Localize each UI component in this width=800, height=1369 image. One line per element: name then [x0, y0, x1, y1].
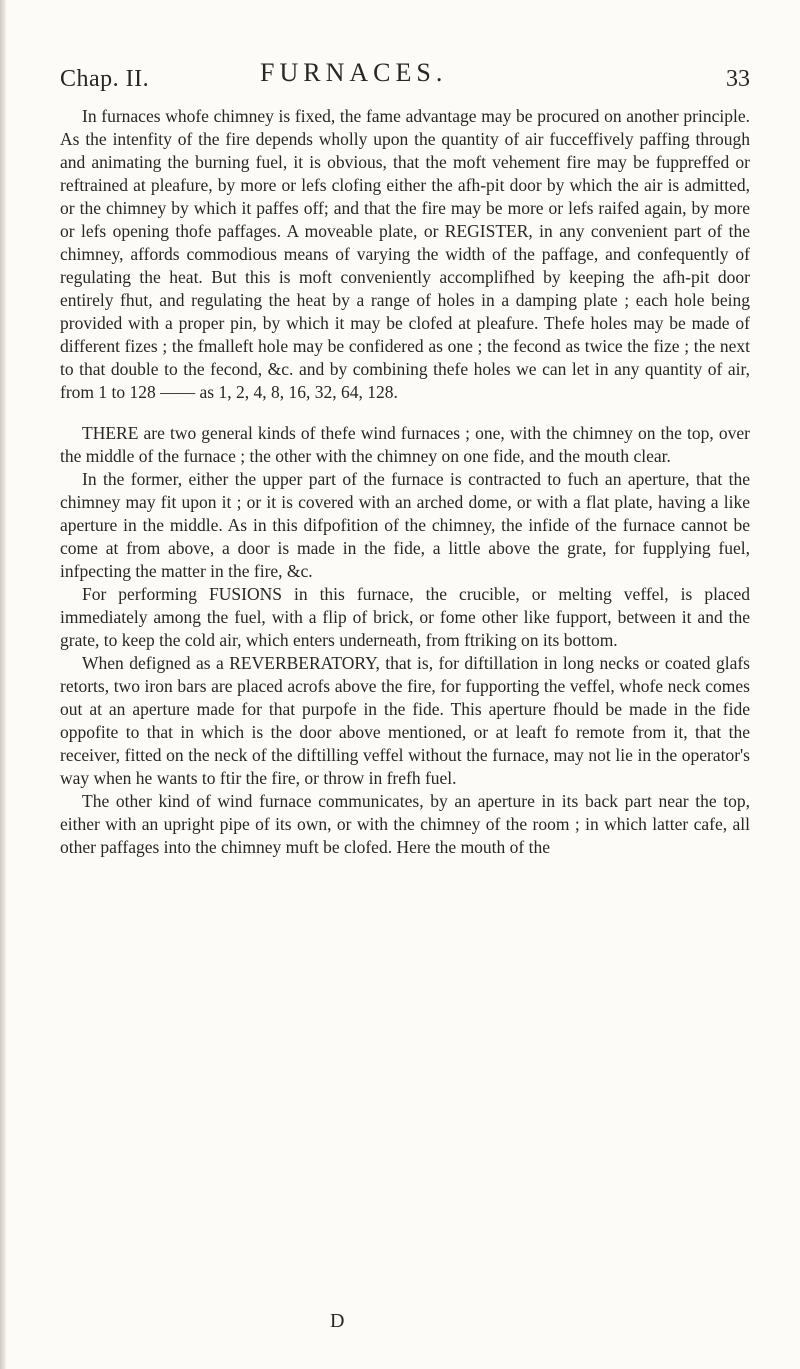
- chapter-label: Chap. II.: [60, 66, 150, 92]
- paragraph-reverberatory: When defigned as a REVERBERATORY, that is, for diftillation in long necks or coated glafs retorts, two iron bars are placed acrofs above the fire, for fupporting the veffel, whofe neck comes out at an aperture made for that purpofe in the fide. This aperture fhould be made in the fide oppofite to that in which is the door above mentioned, or at leaft fo remote from it, that the receiver, fitted on the neck of the diftilling veffel without the furnace, may not lie in the operator's way when he wants to ftir the fire, or throw in frefh fuel.: [60, 653, 750, 788]
- paragraph-former-kind: In the former, either the upper part of the furnace is contracted to fuch an aperture, that the chimney may fit upon it ; or it is covered with an arched dome, or with a flat plate, having a like aperture in the middle. As in this difpofition of the chimney, the infide of the furnace cannot be come at from above, a door is made in the fide, a little above the grate, for fupplying fuel, infpecting the matter in the fire, &c.: [60, 469, 750, 581]
- running-header: [60, 58, 750, 98]
- page-gutter-shadow: [0, 0, 6, 1369]
- paragraph-fusions: For performing FUSIONS in this furnace, the crucible, or melting veffel, is placed immediately among the fuel, with a flip of brick, or fome other like fupport, between it and the grate, to keep the cold air, which enters underneath, from ftriking on its bottom.: [60, 584, 750, 650]
- paragraph-two-kinds: THERE are two general kinds of thefe wind furnaces ; one, with the chimney on the top, over the middle of the furnace ; the other with the chimney on one fide, and the mouth clear.: [60, 423, 750, 466]
- paragraph-register: In furnaces whofe chimney is fixed, the fame advantage may be procured on another principle. As the intenfity of the fire depends wholly upon the quantity of air fucceffively paffing through and animating the burning fuel, it is obvious, that the moft vehement fire may be fuppreffed or reftrained at pleafure, by more or lefs clofing either the afh-pit door by which the air is admitted, or the chimney by which it paffes off; and that the fire may be more or lefs raifed again, by more or lefs opening thofe paffages. A moveable plate, or REGISTER, in any convenient part of the chimney, affords commodious means of varying the width of the paffage, and confequently of regulating the heat. But this is moft conveniently accomplifhed by keeping the afh-pit door entirely fhut, and regulating the heat by a range of holes in a damping plate ; each hole being provided with a proper pin, by which it may be clofed at pleafure. Thefe holes may be made of different fizes ; the fmalleft hole may be confidered as one ; the fecond as twice the fize ; the next to that double to the fecond, &c. and by combining thefe holes we can let in any quantity of air, from 1 to 128 —— as 1, 2, 4, 8, 16, 32, 64, 128.: [60, 106, 750, 402]
- running-title: FURNACES.: [260, 58, 448, 87]
- page-body: [60, 105, 750, 859]
- paragraph-gap: [60, 404, 750, 422]
- page-number: 33: [726, 66, 750, 92]
- signature-mark: D: [330, 1310, 345, 1332]
- paragraph-other-kind: The other kind of wind furnace communicates, by an aperture in its back part near the top, either with an upright pipe of its own, or with the chimney of the room ; in which latter cafe, all other paffages into the chimney muft be clofed. Here the mouth of the: [60, 791, 750, 857]
